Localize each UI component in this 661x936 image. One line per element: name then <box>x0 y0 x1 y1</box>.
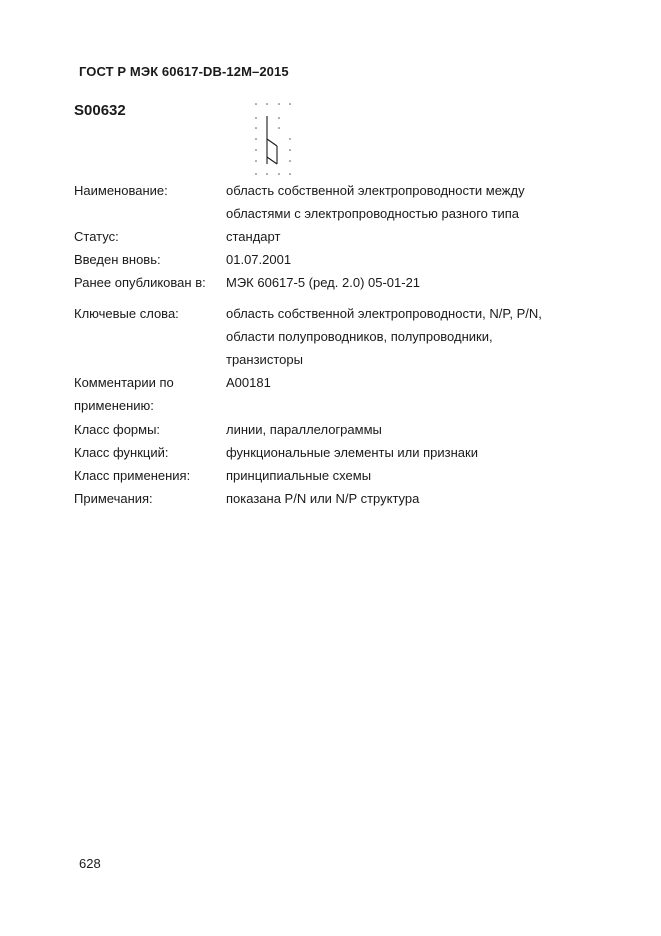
field-value <box>226 464 566 487</box>
field-value-line: областями с электропроводностью разного типа <box>226 206 519 221</box>
field-value-line: область собственной электропроводности, N/P, P/N, <box>226 306 542 321</box>
field-value-line: показана P/N или N/P структура <box>226 491 420 506</box>
field-value <box>226 371 566 394</box>
field-label: Примечания: <box>74 491 153 506</box>
field-value <box>226 179 566 225</box>
document-header: ГОСТ Р МЭК 60617-DB-12M–2015 <box>79 64 289 79</box>
field-label: Введен вновь: <box>74 252 161 267</box>
field-label-line: применению: <box>74 398 154 413</box>
field-value-line: A00181 <box>226 375 271 390</box>
field-value <box>226 271 566 294</box>
field-label: Наименование: <box>74 183 168 198</box>
field-value <box>226 418 566 441</box>
field-label <box>74 371 224 417</box>
symbol-drawing <box>252 98 296 178</box>
field-label-line: Комментарии по <box>74 375 174 390</box>
field-value <box>226 225 566 248</box>
field-value <box>226 441 566 464</box>
field-value <box>226 302 566 371</box>
field-value-line: принципиальные схемы <box>226 468 372 483</box>
field-label: Класс формы: <box>74 422 161 437</box>
field-value <box>226 487 566 510</box>
field-label: Ранее опубликован в: <box>74 275 206 290</box>
field-label: Статус: <box>74 229 119 244</box>
field-value-line: транзисторы <box>226 352 303 367</box>
page-number: 628 <box>79 856 101 871</box>
field-value-line: области полупроводников, полупроводники, <box>226 329 493 344</box>
field-label: Ключевые слова: <box>74 306 179 321</box>
field-value-line: МЭК 60617-5 (ред. 2.0) 05-01-21 <box>226 275 421 290</box>
field-value-line: линии, параллелограммы <box>226 422 382 437</box>
symbol-code: S00632 <box>74 102 126 119</box>
field-value-line: стандарт <box>226 229 281 244</box>
field-label: Класс функций: <box>74 445 169 460</box>
field-value-line: функциональные элементы или признаки <box>226 445 478 460</box>
field-value-line: область собственной электропроводности между <box>226 183 525 198</box>
field-label: Класс применения: <box>74 468 191 483</box>
field-value <box>226 248 566 271</box>
field-value-line: 01.07.2001 <box>226 252 292 267</box>
